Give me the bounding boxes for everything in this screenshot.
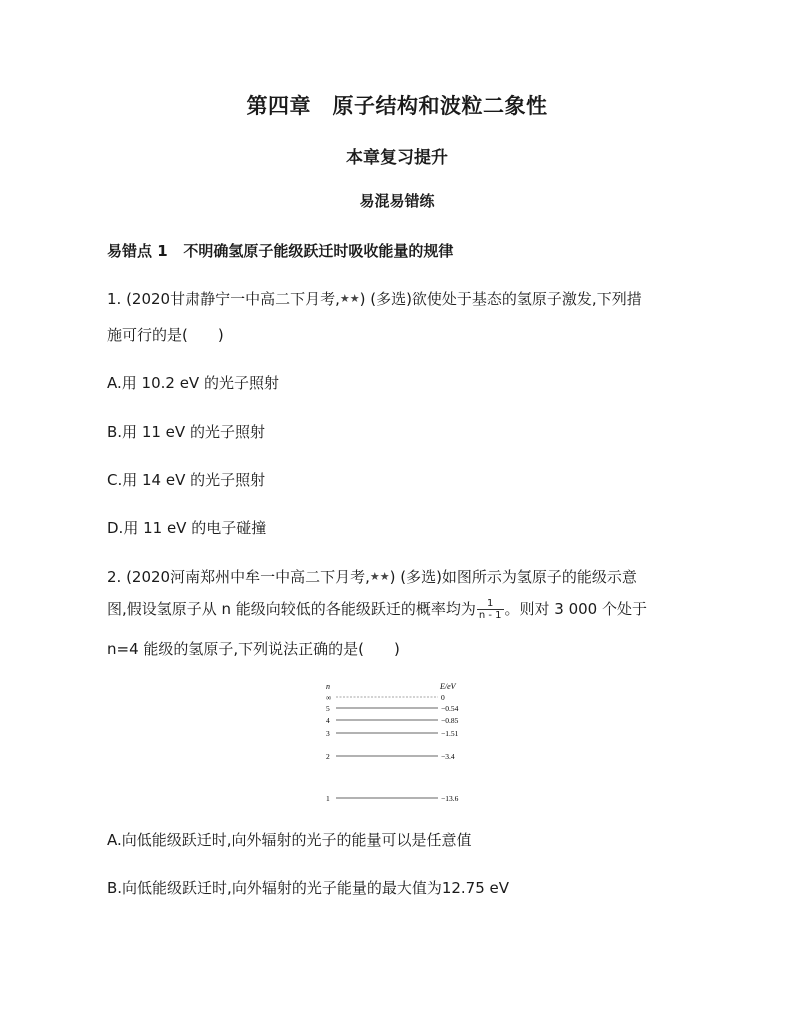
level-energy-label: −1.51: [441, 729, 459, 738]
level-n-label: 2: [326, 752, 330, 761]
q2-stem-line3: n=4 能级的氢原子,下列说法正确的是( ): [107, 640, 400, 658]
topic-heading: [107, 240, 453, 261]
topic-label: 易错点 1: [107, 242, 168, 260]
q2-prefix: 2. (2020河南郑州中牟一中高二下月考,: [107, 568, 370, 586]
level-energy-label: 0: [441, 693, 445, 702]
q2-stem-line1: [107, 566, 637, 587]
q2-option-a: A.向低能级跃迁时,向外辐射的光子的能量可以是任意值: [107, 831, 472, 849]
level-n-label: 1: [326, 794, 330, 803]
level-energy-label: −3.4: [441, 752, 455, 761]
q2-stem-line2: [107, 598, 647, 621]
level-n-label: ∞: [326, 693, 332, 702]
q2-line2-pre: 图,假设氢原子从 n 能级向较低的各能级跃迁的概率均为: [107, 600, 476, 618]
level-energy-label: −0.54: [441, 704, 459, 713]
fraction-numerator: 1: [477, 598, 504, 610]
chapter-title: 第四章 原子结构和波粒二象性: [246, 94, 548, 118]
q2-suffix: ) (多选)如图所示为氢原子的能级示意: [389, 568, 637, 586]
level-energy-label: −0.85: [441, 716, 459, 725]
level-n-label: 4: [326, 716, 330, 725]
fraction: [477, 598, 504, 621]
n-axis-header: n: [326, 682, 330, 691]
q1-option-d: D.用 11 eV 的电子碰撞: [107, 519, 267, 537]
topic-text: 不明确氢原子能级跃迁时吸收能量的规律: [183, 242, 454, 260]
q1-prefix: 1. (2020甘肃静宁一中高二下月考,: [107, 290, 340, 308]
q1-option-a: A.用 10.2 eV 的光子照射: [107, 374, 279, 392]
energy-levels: [326, 693, 459, 803]
difficulty-stars-icon: ★★: [339, 292, 360, 305]
level-n-label: 5: [326, 704, 330, 713]
difficulty-stars-icon: ★★: [369, 570, 390, 583]
section-title: 本章复习提升: [346, 148, 448, 168]
q1-stem-line1: [107, 288, 642, 309]
q1-option-b: B.用 11 eV 的光子照射: [107, 423, 265, 441]
q1-stem-line2: 施可行的是( ): [107, 326, 224, 344]
q1-option-c: C.用 14 eV 的光子照射: [107, 471, 266, 489]
energy-level-diagram: [318, 680, 478, 808]
q2-option-b: B.向低能级跃迁时,向外辐射的光子能量的最大值为12.75 eV: [107, 879, 510, 897]
q2-line2-post: 。则对 3 000 个处于: [504, 600, 647, 618]
subsection-title: 易混易错练: [359, 192, 435, 210]
energy-axis-header: E/eV: [440, 682, 456, 691]
level-n-label: 3: [326, 729, 330, 738]
fraction-denominator: n - 1: [478, 610, 502, 621]
level-energy-label: −13.6: [441, 794, 459, 803]
q1-suffix: ) (多选)欲使处于基态的氢原子激发,下列措: [359, 290, 642, 308]
